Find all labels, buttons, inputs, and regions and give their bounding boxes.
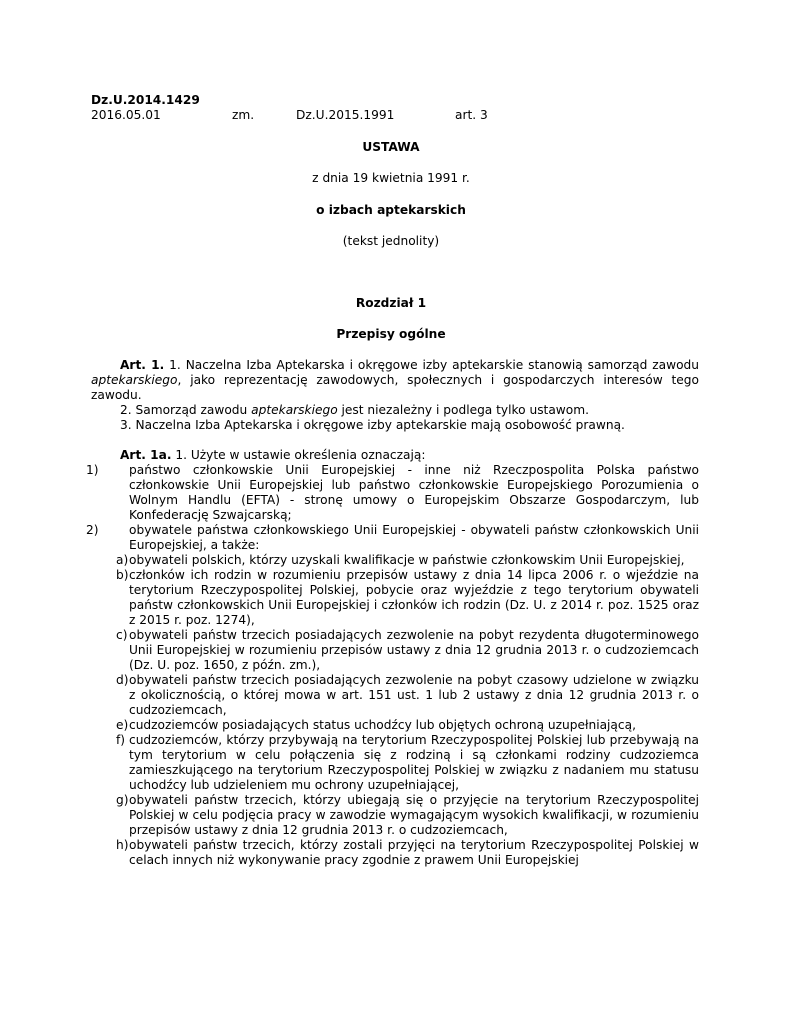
- subitem: [91, 793, 699, 838]
- article-1a-label: Art. 1a.: [120, 448, 172, 462]
- amendment-marker: zm.: [232, 108, 255, 122]
- text-span: , jako reprezentację zawodowych, społecznych i gospodarczych interesów tego zawodu.: [91, 373, 699, 402]
- amendment-reference: Dz.U.2015.1991: [296, 108, 395, 122]
- subitem-letter: e): [116, 718, 129, 732]
- article-1a-intro: [91, 448, 699, 463]
- subitem-letter: h): [116, 838, 129, 852]
- article-1-paragraph-2: [91, 403, 699, 418]
- subitem-text: cudzoziemców posiadających status uchodźcy lub objętych ochroną uzupełniającą,: [129, 718, 636, 732]
- subitem: [91, 733, 699, 793]
- subitem: [91, 553, 699, 568]
- text-span: 2. Samorząd zawodu: [120, 403, 252, 417]
- act-date: z dnia 19 kwietnia 1991 r.: [312, 171, 470, 185]
- act-subject: o izbach aptekarskich: [316, 203, 466, 217]
- subitem: [91, 838, 699, 868]
- subitem-text: obywateli państw trzecich, którzy zostali przyjęci na terytorium Rzeczypospolitej Polskiej w celach innych niż wykonywanie pracy zgodnie z prawem Unii Europejskiej: [129, 838, 699, 867]
- subitem-text: obywateli państw trzecich posiadających zezwolenie na pobyt rezydenta długoterminowego Unii Europejskiej w rozumieniu przepisów ustawy z dnia 12 grudnia 2013 r. o cudzoziemcach (Dz. U. poz. 1650, z późn. zm.),: [129, 628, 699, 672]
- text-span: 1. Użyte w ustawie określenia oznaczają:: [171, 448, 426, 462]
- item-number: 1): [86, 463, 99, 477]
- chapter-name: Przepisy ogólne: [336, 327, 446, 341]
- definition-item: [86, 523, 699, 553]
- emphasis: aptekarskiego: [251, 403, 338, 417]
- subitem-letter: f): [116, 733, 126, 747]
- consolidation-date: 2016.05.01: [91, 108, 161, 122]
- subitem: [91, 718, 699, 733]
- subitem-letter: b): [116, 568, 129, 582]
- subitem-text: cudzoziemców, którzy przybywają na terytorium Rzeczypospolitej Polskiej lub przebywają na tym terytorium w celu połączenia się z rodziną i są członkami rodziny cudzoziemca zamieszkującego na terytorium Rzeczypospolitej Polskiej w związku z nadaniem mu statusu uchodźcy lub udzieleniem mu ochrony uzupełniającej,: [129, 733, 699, 792]
- text-status: (tekst jednolity): [342, 234, 440, 248]
- subitem-letter: g): [116, 793, 129, 807]
- amendment-article: art. 3: [455, 108, 488, 122]
- subitem-text: obywateli państw trzecich posiadających zezwolenie na pobyt czasowy udzielone w związku z okolicznością, o której mowa w art. 151 ust. 1 lub 2 ustawy z dnia 12 grudnia 2013 r. o cudzoziemcach,: [129, 673, 699, 717]
- subitem-letter: d): [116, 673, 129, 687]
- subitem-text: obywateli polskich, którzy uzyskali kwalifikacje w państwie członkowskim Unii Europejskiej,: [129, 553, 685, 567]
- subitem-letter: a): [116, 553, 129, 567]
- subitem-text: obywateli państw trzecich, którzy ubiegają się o przyjęcie na terytorium Rzeczypospolitej Polskiej w celu podjęcia pracy w zawodzie wymagającym wysokich kwalifikacji, w rozumieniu przepisów ustawy z dnia 12 grudnia 2013 r. o cudzoziemcach,: [129, 793, 699, 837]
- subitem: [91, 673, 699, 718]
- emphasis: aptekarskiego: [91, 373, 178, 387]
- definition-item: [86, 463, 699, 523]
- article-1-label: Art. 1.: [120, 358, 165, 372]
- article-1: [91, 358, 699, 433]
- text-span: jest niezależny i podlega tylko ustawom.: [337, 403, 589, 417]
- subitem-list: [91, 553, 699, 868]
- subitem: [91, 568, 699, 628]
- text-span: 1. Naczelna Izba Aptekarska i okręgowe izby aptekarskie stanowią samorząd zawodu: [164, 358, 699, 372]
- item-number: 2): [86, 523, 99, 537]
- article-1a: [86, 448, 699, 868]
- journal-reference: Dz.U.2014.1429: [91, 93, 200, 107]
- article-1-paragraph-1: [91, 358, 699, 403]
- subitem-text: członków ich rodzin w rozumieniu przepisów ustawy z dnia 14 lipca 2006 r. o wjeździe na terytorium Rzeczypospolitej Polskiej, pobycie oraz wyjeździe z tego terytorium obywateli państw członkowskich Unii Europejskiej i członków ich rodzin (Dz. U. z 2014 r. poz. 1525 oraz z 2015 r. poz. 1274),: [129, 568, 699, 627]
- act-type: USTAWA: [362, 140, 420, 154]
- article-1-paragraph-3: 3. Naczelna Izba Aptekarska i okręgowe izby aptekarskie mają osobowość prawną.: [120, 418, 625, 432]
- item-text: państwo członkowskie Unii Europejskiej - inne niż Rzeczpospolita Polska państwo członkowskie Unii Europejskiej lub państwo członkowskie Europejskiego Porozumienia o Wolnym Handlu (EFTA) - stronę umowy o Europejskim Obszarze Gospodarczym, lub Konfederację Szwajcarską;: [129, 463, 699, 522]
- subitem: [91, 628, 699, 673]
- item-text: obywatele państwa członkowskiego Unii Europejskiej - obywateli państw członkowskich Unii Europejskiej, a także:: [129, 523, 699, 552]
- chapter-number: Rozdział 1: [355, 296, 427, 310]
- subitem-letter: c): [116, 628, 128, 642]
